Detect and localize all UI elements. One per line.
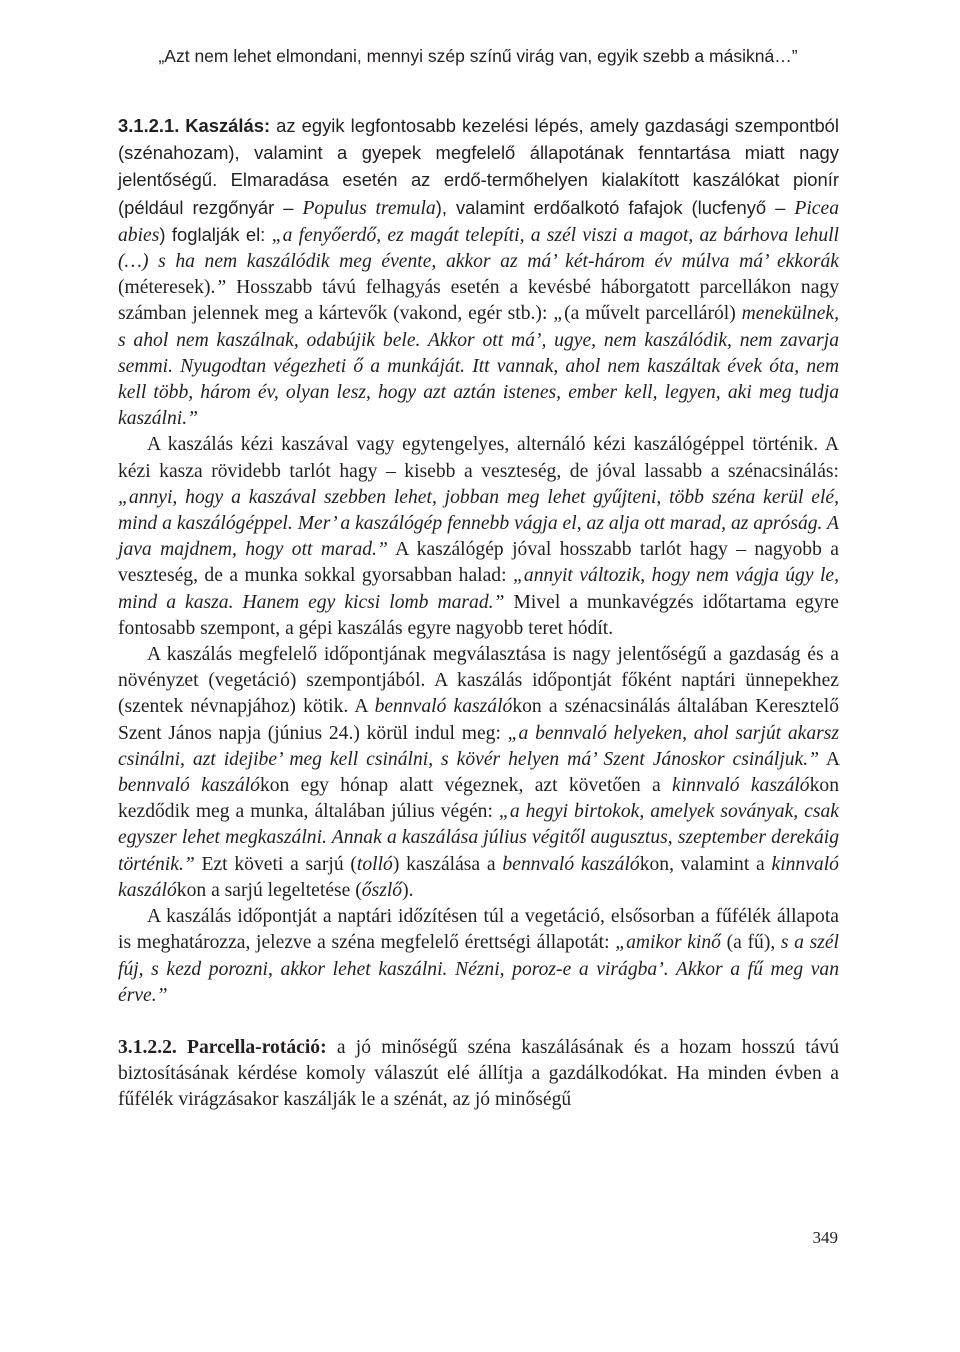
text-run: a jó minőségű széna kaszálásának és a hozam hosszú távú biztosításának kérdése komoly válaszút elé állítja a gazdálkodókat. Ha minden évben a fűfélék virágzásakor kaszálják le a szénát, az jó minőségű	[118, 1036, 839, 1111]
text-run: ) kaszálása a	[392, 853, 503, 875]
italic-text-run: „	[553, 303, 565, 325]
text-run: kon kezdődik meg a munka, általában július végén:	[118, 775, 839, 823]
section-number: 3.1.2.2.	[118, 1036, 177, 1058]
italic-text-run: s a szél fúj, s kezd porozni, akkor lehet kaszálni. Nézni, poroz-e a virágba’. Akkor a fű meg van érve.”	[118, 932, 839, 1006]
italic-text-run: tolló	[356, 853, 393, 875]
italic-text-run: kinnvaló kaszáló	[118, 853, 839, 901]
section-title: Kaszálás:	[185, 115, 271, 136]
text-run: A kaszálás kézi kaszával vagy egytengelyes, alternáló kézi kaszálógéppel történik. A kézi kasza rövidebb tarlót hagy – kisebb a veszteség, de jóval lassabb a szénacsinálás:	[118, 434, 839, 482]
italic-text-run: „a hegyi birtokok, amelyek soványak, csak egyszer lehet megkaszálni. Annak a kaszálása július végitől augusztus, szeptember derekáig történik.”	[118, 801, 839, 875]
section-number: 3.1.2.1.	[118, 115, 180, 136]
paragraph-runs	[118, 644, 839, 901]
section-3-1-2-1-paragraph	[118, 113, 839, 432]
text-run: (a fű),	[720, 932, 781, 954]
text-run: A	[819, 748, 840, 770]
italic-text-run: menekülnek, s ahol nem kaszálnak, odabújik bele. Akkor ott má’, ugye, nem kaszálódik, nem zavarja semmi. Nyugodtan végezheti ő a munkáját. Itt vannak, ahol nem kaszáltak évek óta, nem kell több, három év, olyan lesz, hogy azt aztán istenes, ember kell, legyen, aki meg tudja kaszálni.”	[118, 303, 840, 430]
italic-text-run: „annyit változik, hogy nem vágja úgy le, mind a kasza. Hanem egy kicsi lomb marad.”	[118, 565, 839, 613]
text-run: ).	[402, 879, 414, 901]
text-run: (a művelt parcelláról)	[564, 303, 742, 325]
italic-text-run: Picea abies	[118, 197, 839, 246]
paragraph	[118, 642, 839, 904]
text-run: (méteresek).	[118, 277, 216, 299]
italic-text-run: „annyi, hogy a kaszával szebben lehet, jobban meg lehet gyűjteni, több széna kerül elé, mind a kaszálógéppel. Mer’ a kaszálógép fennebb vágja el, az alja ott marad, az apróság. A java majdnem, hogy ott marad.”	[118, 486, 839, 561]
page-number: 349	[812, 1228, 838, 1247]
section-title: Parcella-rotáció:	[187, 1036, 327, 1058]
text-run: az egyik legfontosabb kezelési lépés, amely gazdasági szempontból (szénahozam), valamint a gyepek megfelelő állapotának fenntartása miatt nagy jelentőségű. Elmaradása esetén az erdő-termőhelyen kialakított kaszálókat pionír (például rezgőnyár –	[118, 115, 839, 218]
text-run: Ezt követi a sarjú (	[194, 853, 357, 875]
italic-text-run: őszlő	[361, 879, 403, 901]
italic-text-run: ”	[215, 277, 227, 299]
italic-text-run: bennvaló kaszáló	[118, 775, 260, 797]
text-run: kon, valamint a	[639, 853, 772, 875]
text-run: Hosszabb távú felhagyás esetén a kevésbé háborgatott parcellákon nagy számban jelennek meg a kártevők (vakond, egér stb.):	[118, 277, 839, 325]
text-run: A kaszálás megfelelő időpontjának megválasztása is nagy jelentőségű a gazdaság és a növényzet (vegetáció) szempontjából. A kaszálás időpontját főként naptári ünnepekhez (szentek névnapjához) kötik. A	[118, 644, 839, 718]
paragraph-runs	[118, 906, 839, 1006]
italic-text-run: bennvaló kaszáló	[374, 696, 513, 718]
text-run: kon a sarjú legeltetése (	[176, 879, 362, 901]
running-header: „Azt nem lehet elmondani, mennyi szép színű virág van, egyik szebb a másikná…”	[158, 46, 798, 66]
italic-text-run: „a fenyőerdő, ez magát telepíti, a szél viszi a magot, az bárhova lehull (…) s ha nem kaszálódik meg évente, akkor az má’ két-három év múlva má’ ekkorák	[118, 224, 839, 273]
text-run: A kaszálógép jóval hosszabb tarlót hagy – nagyobb a veszteség, de a munka sokkal gyorsabban halad:	[118, 539, 839, 587]
section-gap	[118, 1009, 839, 1035]
body-text	[118, 113, 839, 1114]
text-run: Mivel a munkavégzés időtartama egyre fontosabb szempont, a gépi kaszálás egyre nagyobb teret hódít.	[118, 591, 839, 639]
italic-text-run: „amikor kinő	[615, 932, 721, 954]
paragraph-runs	[118, 116, 839, 429]
text-run: kon egy hónap alatt végeznek, azt követően a	[259, 775, 673, 797]
section-3-1-2-2-paragraph	[118, 1035, 839, 1114]
italic-text-run: kinnvaló kaszáló	[672, 775, 810, 797]
text-run: ) foglalják el:	[159, 223, 272, 245]
text-run: ), valamint erdőalkotó fafajok (lucfenyő –	[435, 196, 795, 218]
paragraph-runs	[118, 434, 839, 638]
italic-text-run: bennvaló kaszáló	[502, 853, 640, 875]
text-run: A kaszálás időpontját a naptári időzítésen túl a vegetáció, elsősorban a fűfélék állapota is meghatározza, jelezve a széna megfelelő érettségi állapotát:	[118, 906, 839, 954]
paragraph	[118, 904, 839, 1009]
text-run: kon a szénacsinálás általában Keresztelő Szent János napja (június 24.) körül indul meg:	[118, 696, 839, 744]
paragraph	[118, 432, 839, 642]
italic-text-run: Populus tremula	[302, 197, 436, 219]
italic-text-run: „a bennvaló helyeken, ahol sarjút akarsz csinálni, azt idejibe’ meg kell csinálni, s kövér helyen má’ Szent Jánoskor csináljuk.”	[118, 722, 839, 770]
